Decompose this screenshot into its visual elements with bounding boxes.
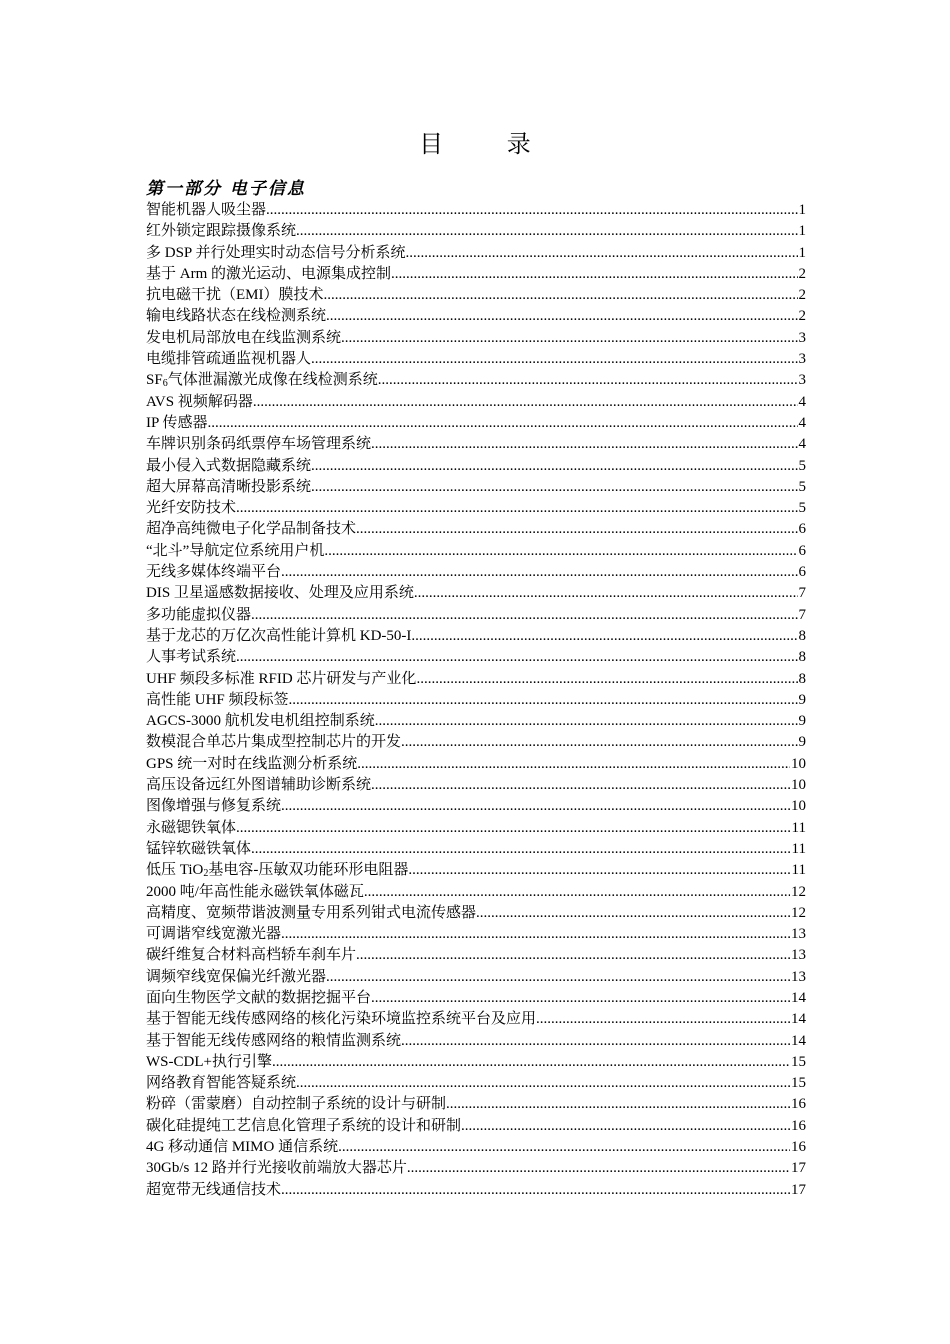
- toc-entry-title: [146, 796, 281, 817]
- toc-entry-title-text: GPS 统一对时在线监测分析系统: [146, 755, 358, 772]
- toc-entry-title: [146, 562, 281, 583]
- toc-entry-title-text: 网络教育智能答疑系统: [146, 1075, 297, 1092]
- toc-dot-leader: [311, 349, 797, 370]
- toc-entry-title: [146, 243, 405, 264]
- toc-entry[interactable]: [146, 1052, 806, 1073]
- toc-dot-leader: [326, 306, 797, 327]
- toc-page-number: 4: [798, 414, 806, 431]
- toc-entry-title: [146, 924, 281, 945]
- toc-entry-title: [146, 882, 364, 903]
- toc-entry-title-text: 高压设备远红外图谱辅助诊断系统: [146, 777, 372, 794]
- toc-entry[interactable]: [146, 1009, 806, 1030]
- toc-entry-title-text: 电缆排管疏通监视机器人: [146, 351, 312, 368]
- toc-page-number: 10: [791, 798, 806, 815]
- toc-entry[interactable]: [146, 434, 806, 455]
- toc-dot-leader: [378, 370, 798, 391]
- toc-entry[interactable]: [146, 1116, 806, 1137]
- toc-entry[interactable]: [146, 392, 806, 413]
- toc-entry-title-text: 面向生物医学文献的数据挖掘平台: [146, 989, 372, 1006]
- toc-dot-leader: [364, 882, 790, 903]
- toc-entry-title: [146, 903, 476, 924]
- toc-entry-title: [146, 1094, 446, 1115]
- toc-dot-leader: [281, 924, 790, 945]
- toc-page-number: 9: [798, 713, 806, 730]
- toc-dot-leader: [371, 434, 797, 455]
- toc-dot-leader: [375, 711, 798, 732]
- toc-entry-title-text: 4G 移动通信 MIMO 通信系统: [146, 1139, 339, 1156]
- toc-entry-title: [146, 1158, 407, 1179]
- toc-page-number: 5: [798, 457, 806, 474]
- toc-entry-title: [146, 775, 371, 796]
- toc-entry[interactable]: [146, 349, 806, 370]
- toc-entry-title-text: AGCS-3000 航机发电机组控制系统: [146, 713, 375, 730]
- toc-dot-leader: [272, 1052, 790, 1073]
- toc-page-number: 13: [791, 968, 806, 985]
- toc-page-number: 10: [791, 777, 806, 794]
- toc-entry-title: [146, 818, 236, 839]
- toc-entry-subscript: 2: [203, 868, 209, 880]
- toc-entry[interactable]: [146, 626, 806, 647]
- toc-entry[interactable]: [146, 583, 806, 604]
- toc-entry-title-text: 抗电磁干扰（EMI）膜技术: [146, 287, 324, 304]
- toc-entry[interactable]: [146, 1073, 806, 1094]
- toc-dot-leader: [401, 732, 797, 753]
- toc-page-number: 6: [798, 564, 806, 581]
- toc-dot-leader: [311, 456, 797, 477]
- toc-entry[interactable]: [146, 285, 806, 306]
- toc-entry[interactable]: [146, 860, 806, 881]
- toc-entry-title-text: 永磁锶铁氧体: [146, 819, 237, 836]
- toc-entry-title: [146, 221, 296, 242]
- toc-entry[interactable]: [146, 477, 806, 498]
- toc-page-number: 13: [791, 926, 806, 943]
- toc-entry-title: [146, 519, 356, 540]
- toc-entry-title: [146, 541, 324, 562]
- toc-entry-title: [146, 1031, 401, 1052]
- toc-entry-title: [146, 1073, 296, 1094]
- toc-page-number: 3: [798, 372, 806, 389]
- toc-page-number: 1: [798, 202, 806, 218]
- toc-page-number: 7: [798, 585, 806, 602]
- toc-entry-title: [146, 1009, 536, 1030]
- toc-entry[interactable]: [146, 541, 806, 562]
- section-heading: 第一部分 电子信息: [146, 179, 306, 199]
- toc-entry-title-text: 车牌识别条码纸票停车场管理系统: [146, 436, 372, 453]
- toc-entry-title: [146, 669, 416, 690]
- toc-page-number: 9: [798, 734, 806, 751]
- toc-entry[interactable]: [146, 519, 806, 540]
- toc-entry[interactable]: [146, 243, 806, 264]
- toc-entry-title: [146, 626, 411, 647]
- toc-entry[interactable]: [146, 754, 806, 775]
- toc-entry-title: [146, 1137, 338, 1158]
- toc-entry-title-text: 低压 TiO: [146, 862, 204, 879]
- toc-page-number: 2: [798, 287, 806, 304]
- toc-page-number: 10: [791, 755, 806, 772]
- toc-entry-title-text: 超净高纯微电子化学品制备技术: [146, 521, 357, 538]
- toc-entry-title-text: 光纤安防技术: [146, 500, 237, 517]
- toc-page-number: 16: [791, 1096, 806, 1113]
- toc-page-number: 1: [798, 244, 806, 261]
- toc-entry-title-text: 高性能 UHF 频段标签: [146, 691, 289, 708]
- toc-entry[interactable]: [146, 264, 806, 285]
- toc-dot-leader: [476, 903, 790, 924]
- toc-dot-leader: [536, 1009, 790, 1030]
- toc-dot-leader: [408, 860, 790, 881]
- toc-page-number: 4: [798, 393, 806, 410]
- toc-dot-leader: [356, 519, 797, 540]
- toc-entry[interactable]: [146, 370, 806, 391]
- toc-dot-leader: [446, 1094, 790, 1115]
- toc-page-number: 11: [791, 862, 806, 879]
- toc-entry-title: [146, 285, 324, 306]
- toc-entry[interactable]: [146, 1094, 806, 1115]
- toc-entry-title: [146, 456, 311, 477]
- toc-entry-title: [146, 583, 414, 604]
- toc-page-number: 3: [798, 351, 806, 368]
- toc-entry-title-text: 超宽带无线通信技术: [146, 1181, 282, 1198]
- toc-entry-title-text: 可调谐窄线宽激光器: [146, 926, 282, 943]
- toc-page-number: 12: [791, 883, 806, 900]
- toc-page-number: 4: [798, 436, 806, 453]
- toc-entry-title: [146, 264, 391, 285]
- toc-dot-leader: [236, 498, 797, 519]
- toc-entry-title: [146, 605, 251, 626]
- toc-entry-title-text-cont: 气体泄漏激光成像在线检测系统: [167, 372, 378, 389]
- toc-dot-leader: [296, 221, 797, 242]
- toc-dot-leader: [251, 839, 791, 860]
- toc-entry[interactable]: [146, 988, 806, 1009]
- toc-dot-leader: [281, 562, 797, 583]
- toc-entry-title-text: 红外锁定跟踪摄像系统: [146, 223, 297, 240]
- toc-entry-title: [146, 306, 326, 327]
- toc-entry-title-text: 基于智能无线传感网络的核化污染环境监控系统平台及应用: [146, 1011, 537, 1028]
- toc-entry[interactable]: [146, 413, 806, 434]
- toc-entry-title-text: “北斗”导航定位系统用户机: [146, 542, 325, 559]
- toc-entry-title-text: IP 传感器: [146, 414, 208, 431]
- toc-entry-title-text: 碳化硅提纯工艺信息化管理子系统的设计和研制: [146, 1117, 462, 1134]
- toc-entry[interactable]: [146, 690, 806, 711]
- toc-page-number: 2: [798, 265, 806, 282]
- toc-entry-title: [146, 498, 236, 519]
- toc-page-number: 16: [791, 1139, 806, 1156]
- toc-dot-leader: [236, 818, 791, 839]
- toc-dot-leader: [251, 605, 797, 626]
- toc-page-number: 2: [798, 308, 806, 325]
- toc-entry[interactable]: [146, 967, 806, 988]
- toc-dot-leader: [357, 754, 790, 775]
- toc-page-number: 6: [798, 542, 806, 559]
- toc-dot-leader: [371, 988, 790, 1009]
- toc-entry[interactable]: [146, 1031, 806, 1052]
- toc-page-number: 13: [791, 947, 806, 964]
- toc-entry-title: [146, 690, 289, 711]
- toc-page-number: 7: [798, 606, 806, 623]
- toc-page-number: 6: [798, 521, 806, 538]
- toc-page-number: 15: [791, 1053, 806, 1070]
- page-title: 目 录: [419, 130, 559, 158]
- toc-entry-title: [146, 860, 408, 881]
- toc-page-number: 5: [798, 500, 806, 517]
- toc-dot-leader: [405, 243, 797, 264]
- toc-page-number: 9: [798, 691, 806, 708]
- toc-dot-leader: [401, 1031, 790, 1052]
- toc-entry[interactable]: [146, 796, 806, 817]
- toc-entry-title-text: 智能机器人吸尘器: [146, 202, 267, 218]
- toc-dot-leader: [411, 626, 797, 647]
- toc-entry-title: [146, 754, 357, 775]
- toc-entry[interactable]: [146, 903, 806, 924]
- toc-entry-title-text: UHF 频段多标准 RFID 芯片研发与产业化: [146, 670, 417, 687]
- toc-entry[interactable]: [146, 882, 806, 903]
- toc-entry-title-text: 发电机局部放电在线监测系统: [146, 329, 342, 346]
- toc-entry-title-text: AVS 视频解码器: [146, 393, 253, 410]
- toc-page-number: 8: [798, 670, 806, 687]
- toc-page-number: 15: [791, 1075, 806, 1092]
- toc-entry-title: [146, 1116, 461, 1137]
- toc-dot-leader: [324, 541, 797, 562]
- toc-dot-leader: [326, 967, 790, 988]
- toc-entry[interactable]: [146, 924, 806, 945]
- toc-entry-title: [146, 328, 341, 349]
- toc-entry[interactable]: [146, 945, 806, 966]
- toc-entry[interactable]: [146, 221, 806, 242]
- toc-entry[interactable]: [146, 605, 806, 626]
- toc-dot-leader: [208, 413, 798, 434]
- toc-dot-leader: [281, 796, 790, 817]
- toc-entry-title-text: 粉碎（雷蒙磨）自动控制子系统的设计与研制: [146, 1096, 447, 1113]
- toc-entry[interactable]: [146, 1158, 806, 1179]
- toc-entry[interactable]: [146, 562, 806, 583]
- toc-entry[interactable]: [146, 818, 806, 839]
- toc-entry-title-text: 基于 Arm 的激光运动、电源集成控制: [146, 265, 391, 282]
- toc-dot-leader: [356, 945, 790, 966]
- toc-entry-title-text: 最小侵入式数据隐藏系统: [146, 457, 312, 474]
- toc-entry-title-text: DIS 卫星遥感数据接收、处理及应用系统: [146, 585, 414, 602]
- toc-entry[interactable]: [146, 732, 806, 753]
- toc-entry-title-text: 无线多媒体终端平台: [146, 564, 282, 581]
- toc-dot-leader: [253, 392, 798, 413]
- toc-entry-subscript: 6: [162, 378, 168, 390]
- toc-page-number: 17: [791, 1181, 806, 1198]
- toc-dot-leader: [407, 1158, 790, 1179]
- toc-entry-title-text: WS-CDL+执行引擎: [146, 1053, 272, 1070]
- toc-entry-title: [146, 647, 236, 668]
- toc-entry[interactable]: [146, 1180, 806, 1201]
- toc-entry-title: [146, 349, 311, 370]
- toc-entry-title-text: 超大屏幕高清晰投影系统: [146, 478, 312, 495]
- toc-page-number: 14: [791, 1032, 806, 1049]
- toc-entry[interactable]: [146, 1137, 806, 1158]
- toc-entry[interactable]: [146, 775, 806, 796]
- toc-entry-title-text: 锰锌软磁铁氧体: [146, 840, 252, 857]
- toc-dot-leader: [391, 264, 798, 285]
- toc-entry[interactable]: [146, 647, 806, 668]
- toc-entry-title: [146, 711, 375, 732]
- toc-dot-leader: [461, 1116, 790, 1137]
- toc-entry-title-text: 多功能虚拟仪器: [146, 606, 252, 623]
- toc-entry-title-text: 高精度、宽频带谐波测量专用系列钳式电流传感器: [146, 904, 477, 921]
- toc-dot-leader: [414, 583, 798, 604]
- toc-dot-leader: [289, 690, 798, 711]
- toc-entry[interactable]: [146, 200, 806, 221]
- toc-entry[interactable]: [146, 306, 806, 327]
- toc-entry-title: [146, 392, 253, 413]
- toc-dot-leader: [324, 285, 798, 306]
- toc-page-number: 11: [791, 819, 806, 836]
- toc-page-number: 16: [791, 1117, 806, 1134]
- toc-entry-title-text: 多 DSP 并行处理实时动态信号分析系统: [146, 244, 406, 261]
- toc-dot-leader: [338, 1137, 790, 1158]
- toc-dot-leader: [416, 669, 797, 690]
- toc-page-number: 5: [798, 478, 806, 495]
- toc-entry-title-text: 图像增强与修复系统: [146, 798, 282, 815]
- toc-entry-title-text: SF: [146, 372, 163, 389]
- toc-entry[interactable]: [146, 711, 806, 732]
- toc-entry-title: [146, 477, 311, 498]
- toc-page-number: 3: [798, 329, 806, 346]
- toc-dot-leader: [311, 477, 797, 498]
- toc-dot-leader: [266, 200, 797, 221]
- toc-page-number: 14: [791, 989, 806, 1006]
- toc-entry[interactable]: [146, 498, 806, 519]
- toc-entry-title: [146, 988, 371, 1009]
- toc-entry-title: [146, 945, 356, 966]
- toc-entry-title: [146, 200, 266, 221]
- toc-entry-title-text: 调频窄线宽保偏光纤激光器: [146, 968, 327, 985]
- toc-entry-title-text: 30Gb/s 12 路并行光接收前端放大器芯片: [146, 1160, 407, 1177]
- toc-page-number: 14: [791, 1011, 806, 1028]
- toc-entry-title-text: 输电线路状态在线检测系统: [146, 308, 327, 325]
- toc-entry-title-text: 基于智能无线传感网络的粮情监测系统: [146, 1032, 402, 1049]
- toc-dot-leader: [341, 328, 797, 349]
- toc-dot-leader: [296, 1073, 790, 1094]
- toc-entry-title: [146, 370, 378, 391]
- toc-entry-title-text: 2000 吨/年高性能永磁铁氧体磁瓦: [146, 883, 364, 900]
- toc-entry[interactable]: [146, 669, 806, 690]
- toc-page-number: 17: [791, 1160, 806, 1177]
- toc-page-number: 11: [791, 840, 806, 857]
- toc-entry[interactable]: [146, 839, 806, 860]
- toc-page-number: 8: [798, 649, 806, 666]
- toc-entry[interactable]: [146, 328, 806, 349]
- toc-page-number: 12: [791, 904, 806, 921]
- toc-dot-leader: [281, 1180, 790, 1201]
- toc-entry-title: [146, 434, 371, 455]
- toc-entry-title: [146, 967, 326, 988]
- toc-entry-title: [146, 732, 401, 753]
- toc-entry-title: [146, 1052, 272, 1073]
- toc-dot-leader: [236, 647, 797, 668]
- toc-entry-title-text: 数模混合单芯片集成型控制芯片的开发: [146, 734, 402, 751]
- toc-entry[interactable]: [146, 456, 806, 477]
- toc-dot-leader: [371, 775, 790, 796]
- toc-page-number: 8: [798, 627, 806, 644]
- toc-entry-title-text: 碳纤维复合材料高档轿车刹车片: [146, 947, 357, 964]
- toc-entry-title-text: 人事考试系统: [146, 649, 237, 666]
- toc-entry-title: [146, 1180, 281, 1201]
- table-of-contents: [146, 200, 806, 1201]
- toc-entry-title: [146, 413, 208, 434]
- toc-entry-title-text-cont: 基电容-压敏双功能环形电阻器: [208, 862, 409, 879]
- toc-entry-title-text: 基于龙芯的万亿次高性能计算机 KD-50-I: [146, 627, 412, 644]
- toc-page-number: 1: [798, 223, 806, 240]
- toc-entry-title: [146, 839, 251, 860]
